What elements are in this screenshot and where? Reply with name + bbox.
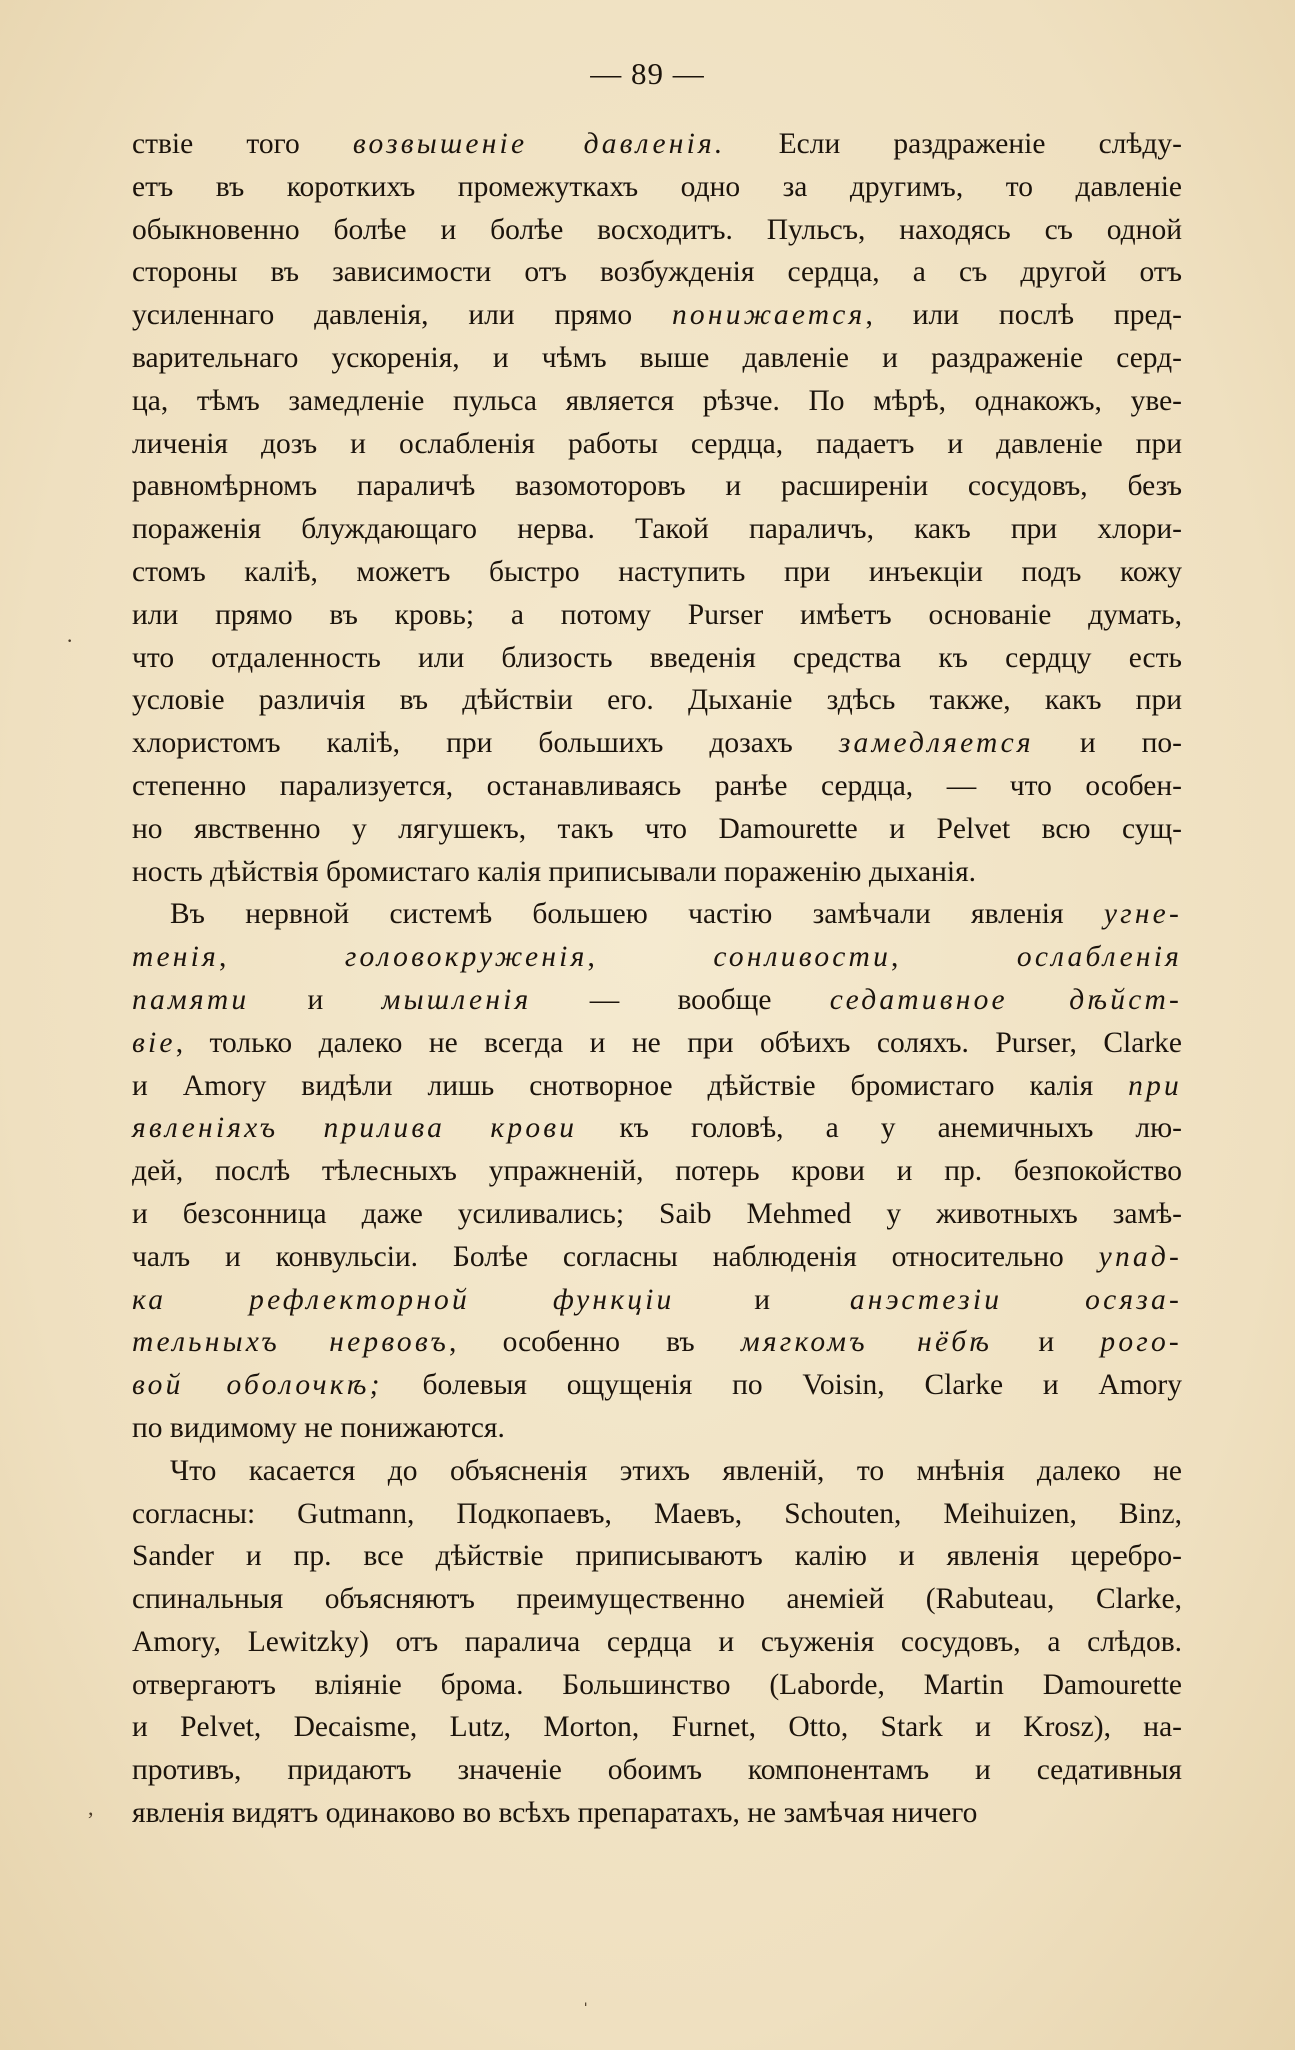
text-run: и: [249, 983, 382, 1016]
emphasis-text: мягкомъ нёбѣ: [740, 1326, 993, 1359]
text-run: отвергаютъ вліяніе брома. Большинство (Laborde, Martin Damourette: [132, 1668, 1182, 1701]
text-run: усиленнаго давленія, или прямо: [132, 299, 672, 332]
text-line: [132, 765, 1182, 808]
paragraph: [132, 893, 1182, 1449]
text-line: [132, 1279, 1182, 1322]
text-line: [132, 637, 1182, 680]
text-line: [132, 1065, 1182, 1108]
emphasis-text: седативное дѣйст-: [829, 983, 1183, 1016]
text-run: стомъ каліѣ, можетъ быстро наступить при инъекціи подъ кожу: [132, 555, 1182, 588]
emphasis-text: замедляется: [838, 727, 1034, 760]
text-run: , или послѣ пред-: [865, 299, 1182, 332]
text-run: ,: [891, 941, 1017, 974]
text-run: пораженія блуждающаго нерва. Такой параличъ, какъ при хлори-: [132, 513, 1182, 546]
text-line: [132, 1193, 1182, 1236]
emphasis-text: сонливости: [713, 941, 892, 974]
text-run: етъ въ короткихъ промежуткахъ одно за другимъ, то давленіе: [132, 170, 1182, 203]
text-run: согласны: Gutmann, Подкопаевъ, Маевъ, Schouten, Meihuizen, Binz,: [132, 1497, 1182, 1530]
text-line: [132, 465, 1182, 508]
text-line: [132, 893, 1182, 936]
text-run: ствіе того: [132, 128, 353, 160]
text-run: и Pelvet, Decaisme, Lutz, Morton, Furnet, Otto, Stark и Krosz), на-: [132, 1711, 1182, 1744]
emphasis-text: ка рефлекторной функціи: [132, 1283, 675, 1316]
text-run: Въ нервной системѣ большею частію замѣчали явленія: [170, 898, 1104, 931]
text-line: [132, 808, 1182, 851]
bottom-tick: ˈ: [582, 1998, 590, 2023]
text-line: [132, 1493, 1182, 1536]
text-run: Если раздраженіе слѣду-: [725, 128, 1182, 160]
emphasis-text: мышленія: [381, 983, 532, 1016]
text-line: [132, 1621, 1182, 1664]
text-run: и: [674, 1283, 850, 1316]
text-line: [132, 337, 1182, 380]
text-line: [132, 508, 1182, 551]
emphasis-text: тельныхъ нервовъ: [132, 1326, 450, 1359]
text-run: личенія дозъ и ослабленія работы сердца, падаетъ и давленіе при: [132, 427, 1182, 460]
text-run: Sander и пр. все дѣйствіе приписываютъ калію и явленія церебро-: [132, 1540, 1182, 1573]
text-run: , особенно въ: [449, 1326, 741, 1359]
text-line: [132, 722, 1182, 765]
text-line: [132, 1578, 1182, 1621]
text-line: [132, 936, 1182, 979]
emphasis-text: угне-: [1103, 898, 1182, 931]
text-line: [132, 423, 1182, 466]
text-line: [132, 123, 1182, 166]
text-run: и: [992, 1326, 1101, 1359]
text-run: но явственно у лягушекъ, такъ что Damourette и Pelvet всю сущ-: [132, 812, 1182, 845]
text-line: [132, 251, 1182, 294]
emphasis-text: при: [1128, 1069, 1182, 1102]
emphasis-text: віе: [132, 1026, 176, 1059]
text-run: и безсонница даже усиливались; Saib Mehmed у животныхъ замѣ-: [132, 1197, 1182, 1230]
emphasis-text: ослабленія: [1016, 941, 1183, 974]
text-line: [132, 1321, 1182, 1364]
text-line: [132, 1150, 1182, 1193]
emphasis-text: рого-: [1100, 1326, 1182, 1359]
text-line: [132, 1236, 1182, 1279]
text-line: [132, 166, 1182, 209]
text-line: [132, 1407, 1182, 1450]
page-number: — 89 —: [590, 56, 705, 91]
emphasis-text: анэстезіи осяза-: [849, 1283, 1182, 1316]
text-run: спинальныя объясняютъ преимущественно анеміей (Rabuteau, Clarke,: [132, 1583, 1182, 1616]
emphasis-text: вой оболочкѣ;: [132, 1369, 383, 1402]
text-line: [132, 1364, 1182, 1407]
text-run: Amory, Lewitzky) отъ паралича сердца и съуженія сосудовъ, а слѣдов.: [132, 1625, 1182, 1658]
paragraph: [132, 1450, 1182, 1835]
text-run: что отдаленность или близость введенія средства къ сердцу есть: [132, 641, 1182, 674]
emphasis-text: головокруженія: [344, 941, 588, 974]
text-run: ность дѣйствія бромистаго калія приписывали пораженію дыханія.: [132, 855, 977, 888]
text-line: [132, 1535, 1182, 1578]
text-line: [132, 1450, 1182, 1493]
text-run: или прямо въ кровь; а потому Purser имѣетъ основаніе думать,: [132, 598, 1182, 631]
text-line: [132, 1664, 1182, 1707]
text-run: , только далеко не всегда и не при обѣихъ соляхъ. Purser, Clarke: [175, 1026, 1182, 1059]
text-run: условіе различія въ дѣйствіи его. Дыханіе здѣсь также, какъ при: [132, 684, 1182, 717]
text-run: Что касается до объясненія этихъ явленій, то мнѣнія далеко не: [170, 1454, 1182, 1487]
text-run: ца, тѣмъ замедленіе пульса является рѣзче. По мѣрѣ, однакожъ, уве-: [132, 384, 1182, 417]
text-line: [132, 1706, 1182, 1749]
text-line: [132, 979, 1182, 1022]
text-run: и Amory видѣли лишь снотворное дѣйствіе бромистаго калія: [132, 1069, 1129, 1102]
text-run: — вообще: [531, 983, 830, 1016]
text-run: ,: [587, 941, 714, 974]
text-line: [132, 679, 1182, 722]
text-line: [132, 209, 1182, 252]
text-run: стороны въ зависимости отъ возбужденія сердца, а съ другой отъ: [132, 256, 1182, 289]
text-line: [132, 851, 1182, 894]
emphasis-text: понижается: [671, 299, 866, 332]
text-run: варительнаго ускоренія, и чѣмъ выше давленіе и раздраженіе серд-: [132, 341, 1182, 374]
emphasis-text: возвышеніе давленія.: [352, 128, 726, 160]
text-line: [132, 1107, 1182, 1150]
text-run: хлористомъ каліѣ, при большихъ дозахъ: [132, 727, 839, 760]
text-line: [132, 1792, 1182, 1835]
text-run: обыкновенно болѣе и болѣе восходитъ. Пульсъ, находясь съ одной: [132, 213, 1182, 246]
text-run: ,: [218, 941, 345, 974]
text-run: дей, послѣ тѣлесныхъ упражненій, потерь крови и пр. безпокойство: [132, 1155, 1182, 1188]
text-line: [132, 1022, 1182, 1065]
text-line: [132, 380, 1182, 423]
text-run: чалъ и конвульсіи. Болѣе согласны наблюденія относительно: [132, 1240, 1099, 1273]
paragraph: [132, 123, 1182, 893]
text-run: степенно парализуется, останавливаясь ранѣе сердца, — что особен-: [132, 769, 1182, 802]
text-line: [132, 594, 1182, 637]
emphasis-text: памяти: [132, 983, 250, 1016]
text-line: [132, 1749, 1182, 1792]
margin-comma: ,: [88, 1795, 94, 1820]
text-run: явленія видятъ одинаково во всѣхъ препаратахъ, не замѣчая ничего: [132, 1797, 978, 1830]
text-run: и по-: [1033, 727, 1182, 760]
text-run: болевыя ощущенія по Voisin, Clarke и Amory: [382, 1369, 1182, 1402]
body-text: [132, 123, 1182, 1835]
margin-dot: ·: [66, 628, 74, 653]
text-run: по видимому не понижаются.: [132, 1411, 505, 1444]
emphasis-text: тенія: [132, 941, 219, 974]
text-run: противъ, придаютъ значеніе обоимъ компонентамъ и седативныя: [132, 1754, 1182, 1787]
text-run: равномѣрномъ параличѣ вазомоторовъ и расширеніи сосудовъ, безъ: [132, 470, 1182, 503]
text-line: [132, 294, 1182, 337]
emphasis-text: явленіяхъ прилива крови: [132, 1112, 578, 1145]
emphasis-text: упад-: [1098, 1240, 1182, 1273]
text-run: къ головѣ, а у анемичныхъ лю-: [577, 1112, 1182, 1145]
text-line: [132, 551, 1182, 594]
